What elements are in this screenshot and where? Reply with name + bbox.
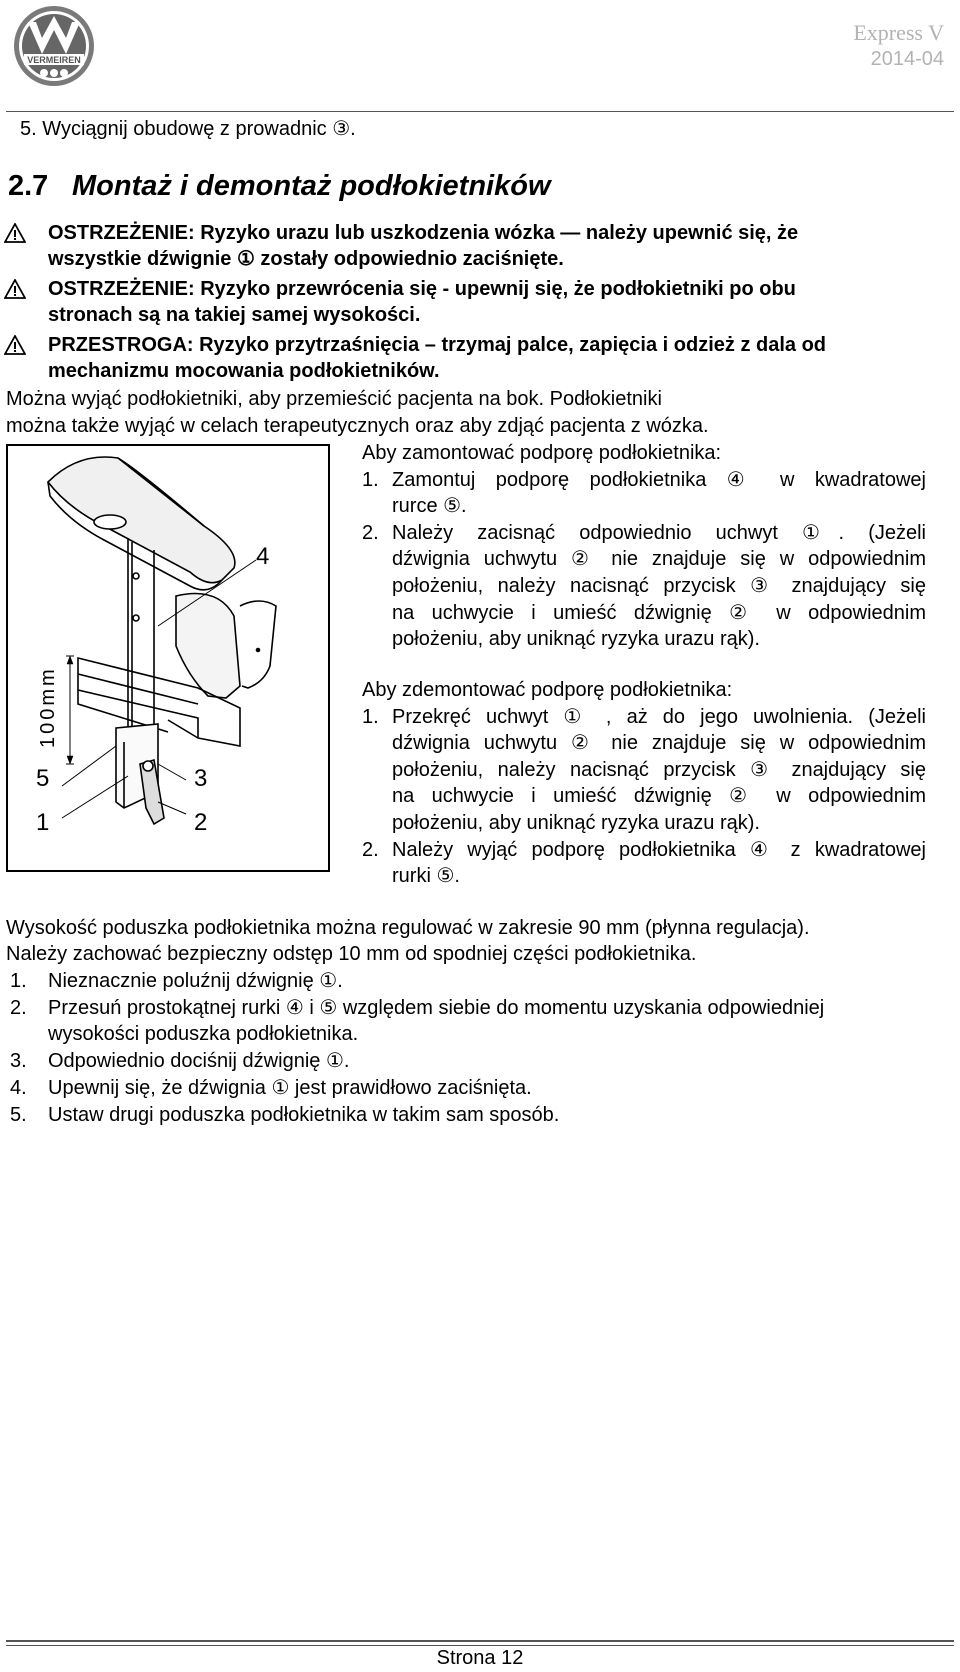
step-2-text-line-2: wysokości poduszka podłokietnika. <box>48 1023 359 1045</box>
dismount-step-2-number: 2. <box>362 838 379 861</box>
dimension-100mm: 100mm <box>37 666 59 748</box>
warning-icon <box>4 279 26 299</box>
dismount-step-1-line-1: Przekręć uchwyt ① , aż do jego uwolnienia. (Jeżeli <box>392 705 926 728</box>
logo-text: VERMEIREN <box>27 55 81 65</box>
page-number: Strona 12 <box>436 1647 524 1669</box>
dismount-step-1-line-3: położeniu, należy nacisnąć przycisk ③ znajdujący się <box>392 758 926 781</box>
dismount-step-2-line-2: rurki ⑤. <box>392 865 460 888</box>
paragraph-2-line-1: Wysokość poduszka podłokietnika można regulować w zakresie 90 mm (płynna regulacja). <box>6 917 810 939</box>
section-heading <box>8 170 551 203</box>
armrest-figure <box>6 444 330 872</box>
label-5: 5 <box>36 765 50 792</box>
footer-divider <box>6 1640 954 1642</box>
dismount-heading: Aby zdemontować podporę podłokietnika: <box>362 679 733 701</box>
step-3-number: 3. <box>10 1050 27 1072</box>
warning-icon <box>4 335 26 355</box>
armrest-drawing <box>8 446 328 870</box>
dismount-instructions <box>362 677 926 890</box>
step-5-text: Ustaw drugi poduszka podłokietnika w takim sam sposób. <box>48 1104 560 1126</box>
mount-step-2-line-1: Należy zacisnąć odpowiednio uchwyt ①. (Jeżeli <box>392 521 926 544</box>
mount-step-1-line-2: rurce ⑤. <box>392 495 467 518</box>
step-4-text: Upewnij się, że dźwignia ① jest prawidłowo zaciśnięta. <box>48 1077 532 1099</box>
vermeiren-logo <box>10 4 98 88</box>
section-title: Montaż i demontaż podłokietników <box>72 170 551 202</box>
warning-3-line-1: PRZESTROGA: Ryzyko przytrzaśnięcia – trzymaj palce, zapięcia i odzież z dala od <box>48 334 827 356</box>
step-1-number: 1. <box>10 970 27 992</box>
warning-icon <box>4 223 26 243</box>
intro-step: 5. Wyciągnij obudowę z prowadnic ③. <box>20 118 356 140</box>
paragraph-2-line-2: Należy zachować bezpieczny odstęp 10 mm od spodniej części podłokietnika. <box>6 943 697 965</box>
paragraph-1-line-1: Można wyjąć podłokietniki, aby przemieścić pacjenta na bok. Podłokietniki <box>6 388 662 410</box>
header-divider <box>6 111 954 112</box>
step-4-number: 4. <box>10 1077 27 1099</box>
document-title: Express V <box>853 20 944 45</box>
step-2-text-line-1: Przesuń prostokątnej rurki ④ i ⑤ względem siebie do momentu uzyskania odpowiedniej <box>48 997 825 1019</box>
step-3-text: Odpowiednio dociśnij dźwignię ①. <box>48 1050 350 1072</box>
step-1-text: Nieznacznie poluźnij dźwignię ①. <box>48 970 343 992</box>
warning-1-line-2: wszystkie dźwignie ① zostały odpowiednio zaciśnięte. <box>48 248 564 270</box>
document-date: 2014-04 <box>870 48 944 70</box>
warning-2-line-1: OSTRZEŻENIE: Ryzyko przewrócenia się - upewnij się, że podłokietniki po obu <box>48 278 796 300</box>
dismount-step-2-line-1: Należy wyjąć podporę podłokietnika ④ z kwadratowej <box>392 838 926 861</box>
label-4: 4 <box>256 543 270 570</box>
step-2-number: 2. <box>10 997 27 1019</box>
dismount-step-1-line-2: dźwignia uchwytu ② nie znajduje się w odpowiednim <box>392 732 926 755</box>
warning-3-line-2: mechanizmu mocowania podłokietników. <box>48 360 440 382</box>
dismount-step-1-line-4: na uchwycie i umieść dźwignię ② w odpowiednim <box>392 785 926 808</box>
mount-step-1-number: 1. <box>362 468 379 491</box>
paragraph-1-line-2: można także wyjąć w celach terapeutycznych oraz aby zdjąć pacjenta z wózka. <box>6 415 709 437</box>
mount-step-1-line-1: Zamontuj podporę podłokietnika ④ w kwadratowej <box>392 468 926 491</box>
warning-2-line-2: stronach są na takiej samej wysokości. <box>48 304 421 326</box>
mount-step-2-line-3: położeniu, należy nacisnąć przycisk ③ znajdujący się <box>392 574 926 597</box>
mount-heading: Aby zamontować podporę podłokietnika: <box>362 442 722 464</box>
label-1: 1 <box>36 809 50 836</box>
mount-step-2-number: 2. <box>362 521 379 544</box>
label-2: 2 <box>194 809 208 836</box>
mount-step-2-line-2: dźwignia uchwytu ② nie znajduje się w odpowiednim <box>392 548 926 571</box>
mount-step-2-line-5: położeniu, aby uniknąć ryzyka urazu rąk). <box>392 628 760 651</box>
step-5-number: 5. <box>10 1104 27 1126</box>
label-3: 3 <box>194 765 208 792</box>
mount-instructions <box>362 440 926 653</box>
section-number: 2.7 <box>8 170 49 202</box>
dismount-step-1-number: 1. <box>362 705 379 728</box>
footer-divider-thin <box>6 1645 954 1646</box>
mount-step-2-line-4: na uchwycie i umieść dźwignię ② w odpowiednim <box>392 601 926 624</box>
warning-1-line-1: OSTRZEŻENIE: Ryzyko urazu lub uszkodzenia wózka — należy upewnić się, że <box>48 222 799 244</box>
dismount-step-1-line-5: położeniu, aby uniknąć ryzyka urazu rąk). <box>392 811 760 834</box>
